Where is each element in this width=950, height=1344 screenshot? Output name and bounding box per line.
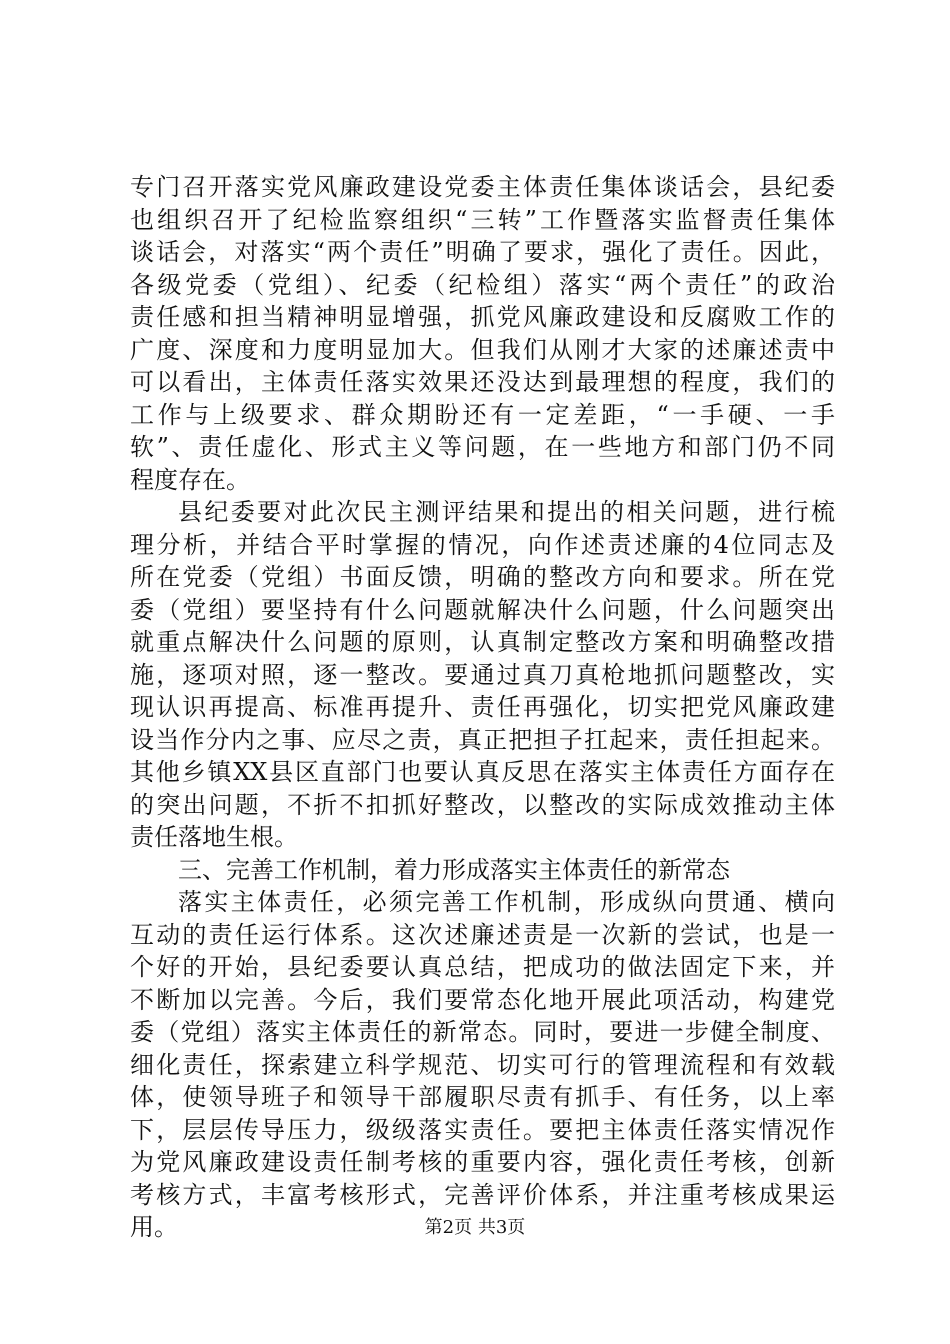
paragraph-3-line-1: 落实主体责任，必须完善工作机制，形成纵向贯通、横向 [178,888,835,916]
paragraph-1-line-8: 工作与上级要求、群众期盼还有一定差距，“一手硬、一手 [130,400,835,429]
paragraph-2-line-9: 其他乡镇XX县区直部门也要认真反思在落实主体责任方面存在 [130,758,835,786]
paragraph-3-line-9: 为党风廉政建设责任制考核的重要内容，强化责任考核，创新 [130,1148,835,1176]
paragraph-2-line-7: 现认识再提高、标准再提升、责任再强化，切实把党风廉政建 [130,693,835,721]
paragraph-2-line-10: 的突出问题，不折不扣抓好整改，以整改的实际成效推动主体 [130,790,835,819]
paragraph-1-line-7: 可以看出，主体责任落实效果还没达到最理想的程度，我们的 [130,368,835,396]
paragraph-1-line-3: 谈话会，对落实“两个责任”明确了要求，强化了责任。因此， [130,238,835,266]
paragraph-1-line-1: 专门召开落实党风廉政建设党委主体责任集体谈话会，县纪委 [130,173,835,201]
paragraph-3-line-10: 考核方式，丰富考核形式，完善评价体系，并注重考核成果运 [130,1180,835,1209]
paragraph-1-line-10: 程度存在。 [130,465,250,494]
paragraph-3-line-7: 体，使领导班子和领导干部履职尽责有抓手、有任务，以上率 [130,1083,835,1111]
paragraph-3-line-2: 互动的责任运行体系。这次述廉述责是一次新的尝试，也是一 [130,920,835,949]
paragraph-3-line-4: 不断加以完善。今后，我们要常态化地开展此项活动，构建党 [130,985,835,1014]
paragraph-2-line-2: 理分析，并结合平时掌握的情况，向作述责述廉的4位同志及 [130,530,835,559]
paragraph-1-line-2: 也组织召开了纪检监察组织“三转”工作暨落实监督责任集体 [130,205,835,234]
paragraph-2-line-8: 设当作分内之事、应尽之责，真正把担子扛起来，责任担起来。 [130,725,835,754]
section-heading: 三、完善工作机制，着力形成落实主体责任的新常态 [178,855,730,884]
page-number-label: 第2页 共3页 [424,1217,526,1238]
document-body [130,171,835,1244]
paragraph-2-line-1: 县纪委要对此次民主测评结果和提出的相关问题，进行梳 [178,498,835,526]
paragraph-3-line-11: 用。 [130,1213,178,1241]
paragraph-2-line-5: 就重点解决什么问题的原则，认真制定整改方案和明确整改措 [130,628,835,656]
page-footer [0,1216,950,1240]
paragraph-3-line-8: 下，层层传导压力，级级落实责任。要把主体责任落实情况作 [130,1115,835,1144]
paragraph-2-line-11: 责任落地生根。 [130,823,298,851]
paragraph-3-line-5: 委（党组）落实主体责任的新常态。同时，要进一步健全制度、 [130,1018,835,1046]
paragraph-1-line-5: 责任感和担当精神明显增强，抓党风廉政建设和反腐败工作的 [130,303,835,331]
paragraph-1-line-6: 广度、深度和力度明显加大。但我们从刚才大家的述廉述责中 [130,335,835,364]
paragraph-1-line-4: 各级党委（党组）、纪委（纪检组）落实“两个责任”的政治 [130,270,835,299]
paragraph-2-line-6: 施，逐项对照，逐一整改。要通过真刀真枪地抓问题整改，实 [130,660,835,689]
paragraph-1-line-9: 软”、责任虚化、形式主义等问题，在一些地方和部门仍不同 [130,433,835,461]
paragraph-2-line-3: 所在党委（党组）书面反馈，明确的整改方向和要求。所在党 [130,563,835,591]
paragraph-2-line-4: 委（党组）要坚持有什么问题就解决什么问题，什么问题突出 [130,595,835,624]
paragraph-3-line-3: 个好的开始，县纪委要认真总结，把成功的做法固定下来，并 [130,953,835,981]
paragraph-3-line-6: 细化责任，探索建立科学规范、切实可行的管理流程和有效载 [130,1050,835,1079]
